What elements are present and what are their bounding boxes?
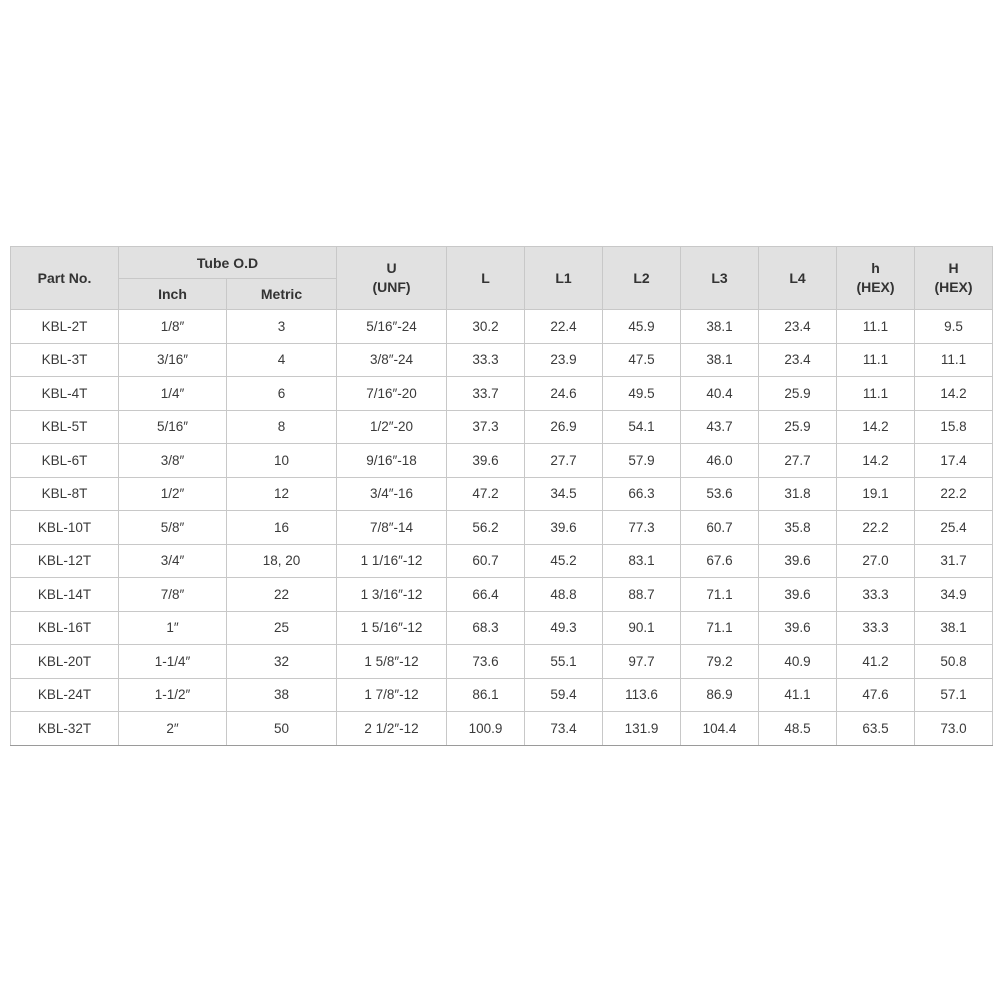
cell-inch: 1/8″: [119, 310, 227, 344]
table-row: [11, 377, 993, 411]
cell-metric: 32: [227, 645, 337, 679]
header-l2: L2: [603, 247, 681, 310]
cell-l: 30.2: [447, 310, 525, 344]
cell-h-hex-large: 31.7: [915, 544, 993, 578]
cell-part-no: KBL-6T: [11, 444, 119, 478]
cell-l4: 27.7: [759, 444, 837, 478]
cell-h-hex-small: 47.6: [837, 678, 915, 712]
cell-l3: 60.7: [681, 511, 759, 545]
cell-h-hex-large: 73.0: [915, 712, 993, 746]
cell-inch: 7/8″: [119, 578, 227, 612]
cell-part-no: KBL-24T: [11, 678, 119, 712]
cell-l1: 48.8: [525, 578, 603, 612]
cell-u-unf: 3/8″-24: [337, 343, 447, 377]
table-body: [11, 310, 993, 746]
cell-l3: 104.4: [681, 712, 759, 746]
cell-l: 39.6: [447, 444, 525, 478]
cell-part-no: KBL-8T: [11, 477, 119, 511]
cell-h-hex-small: 63.5: [837, 712, 915, 746]
cell-inch: 5/16″: [119, 410, 227, 444]
cell-l1: 39.6: [525, 511, 603, 545]
cell-l2: 90.1: [603, 611, 681, 645]
cell-l3: 43.7: [681, 410, 759, 444]
cell-u-unf: 2 1/2″-12: [337, 712, 447, 746]
cell-l4: 23.4: [759, 343, 837, 377]
cell-h-hex-large: 17.4: [915, 444, 993, 478]
header-inch: Inch: [119, 279, 227, 310]
cell-u-unf: 1 5/8″-12: [337, 645, 447, 679]
cell-h-hex-large: 22.2: [915, 477, 993, 511]
cell-l3: 79.2: [681, 645, 759, 679]
cell-h-hex-large: 14.2: [915, 377, 993, 411]
cell-u-unf: 1 7/8″-12: [337, 678, 447, 712]
cell-inch: 1/2″: [119, 477, 227, 511]
table-header: [11, 247, 993, 310]
cell-part-no: KBL-2T: [11, 310, 119, 344]
cell-u-unf: 1/2″-20: [337, 410, 447, 444]
cell-l4: 31.8: [759, 477, 837, 511]
cell-inch: 1-1/4″: [119, 645, 227, 679]
cell-h-hex-large: 11.1: [915, 343, 993, 377]
cell-u-unf: 7/16″-20: [337, 377, 447, 411]
cell-l1: 27.7: [525, 444, 603, 478]
cell-l2: 77.3: [603, 511, 681, 545]
cell-l2: 45.9: [603, 310, 681, 344]
cell-u-unf: 9/16″-18: [337, 444, 447, 478]
table-row: [11, 343, 993, 377]
cell-l3: 71.1: [681, 578, 759, 612]
cell-h-hex-small: 11.1: [837, 343, 915, 377]
cell-l4: 39.6: [759, 544, 837, 578]
cell-inch: 1″: [119, 611, 227, 645]
cell-l2: 88.7: [603, 578, 681, 612]
cell-l4: 39.6: [759, 611, 837, 645]
cell-l: 68.3: [447, 611, 525, 645]
cell-h-hex-small: 27.0: [837, 544, 915, 578]
cell-l2: 66.3: [603, 477, 681, 511]
header-metric: Metric: [227, 279, 337, 310]
cell-h-hex-large: 9.5: [915, 310, 993, 344]
header-l: L: [447, 247, 525, 310]
cell-part-no: KBL-12T: [11, 544, 119, 578]
cell-l4: 25.9: [759, 377, 837, 411]
cell-inch: 1-1/2″: [119, 678, 227, 712]
cell-l4: 25.9: [759, 410, 837, 444]
cell-h-hex-large: 50.8: [915, 645, 993, 679]
cell-u-unf: 1 5/16″-12: [337, 611, 447, 645]
table-row: [11, 712, 993, 746]
cell-l2: 131.9: [603, 712, 681, 746]
table-row: [11, 645, 993, 679]
cell-part-no: KBL-14T: [11, 578, 119, 612]
cell-l1: 34.5: [525, 477, 603, 511]
cell-metric: 22: [227, 578, 337, 612]
dimensions-table: [10, 246, 993, 746]
cell-l3: 71.1: [681, 611, 759, 645]
table-row: [11, 544, 993, 578]
cell-l1: 59.4: [525, 678, 603, 712]
cell-l3: 67.6: [681, 544, 759, 578]
cell-h-hex-large: 57.1: [915, 678, 993, 712]
cell-l: 66.4: [447, 578, 525, 612]
cell-l3: 86.9: [681, 678, 759, 712]
cell-metric: 4: [227, 343, 337, 377]
cell-metric: 25: [227, 611, 337, 645]
cell-l1: 23.9: [525, 343, 603, 377]
table-row: [11, 578, 993, 612]
cell-h-hex-small: 14.2: [837, 444, 915, 478]
cell-l3: 38.1: [681, 310, 759, 344]
cell-l1: 73.4: [525, 712, 603, 746]
cell-inch: 3/8″: [119, 444, 227, 478]
table-row: [11, 611, 993, 645]
header-l3: L3: [681, 247, 759, 310]
cell-metric: 10: [227, 444, 337, 478]
header-h-hex-large: H (HEX): [915, 247, 993, 310]
cell-part-no: KBL-32T: [11, 712, 119, 746]
cell-metric: 3: [227, 310, 337, 344]
cell-l2: 49.5: [603, 377, 681, 411]
cell-l2: 113.6: [603, 678, 681, 712]
cell-inch: 3/4″: [119, 544, 227, 578]
cell-h-hex-large: 34.9: [915, 578, 993, 612]
cell-h-hex-small: 11.1: [837, 377, 915, 411]
cell-inch: 5/8″: [119, 511, 227, 545]
cell-h-hex-small: 19.1: [837, 477, 915, 511]
cell-metric: 38: [227, 678, 337, 712]
table-row: [11, 511, 993, 545]
table-row: [11, 444, 993, 478]
cell-h-hex-small: 41.2: [837, 645, 915, 679]
table-row: [11, 678, 993, 712]
header-u-unf: U (UNF): [337, 247, 447, 310]
cell-part-no: KBL-4T: [11, 377, 119, 411]
cell-h-hex-large: 38.1: [915, 611, 993, 645]
cell-inch: 3/16″: [119, 343, 227, 377]
cell-l1: 22.4: [525, 310, 603, 344]
cell-l4: 40.9: [759, 645, 837, 679]
header-h-hex-small: h (HEX): [837, 247, 915, 310]
header-l4: L4: [759, 247, 837, 310]
cell-l4: 39.6: [759, 578, 837, 612]
cell-l2: 47.5: [603, 343, 681, 377]
cell-l: 47.2: [447, 477, 525, 511]
cell-u-unf: 1 3/16″-12: [337, 578, 447, 612]
cell-h-hex-large: 25.4: [915, 511, 993, 545]
table-row: [11, 410, 993, 444]
cell-l2: 57.9: [603, 444, 681, 478]
cell-l1: 49.3: [525, 611, 603, 645]
cell-l2: 54.1: [603, 410, 681, 444]
table-row: [11, 310, 993, 344]
cell-l: 37.3: [447, 410, 525, 444]
cell-part-no: KBL-20T: [11, 645, 119, 679]
cell-l3: 46.0: [681, 444, 759, 478]
header-tube-od: Tube O.D: [119, 247, 337, 279]
cell-part-no: KBL-5T: [11, 410, 119, 444]
table-row: [11, 477, 993, 511]
cell-metric: 12: [227, 477, 337, 511]
cell-l: 33.3: [447, 343, 525, 377]
header-l1: L1: [525, 247, 603, 310]
cell-h-hex-small: 33.3: [837, 578, 915, 612]
cell-l: 73.6: [447, 645, 525, 679]
cell-u-unf: 7/8″-14: [337, 511, 447, 545]
cell-inch: 2″: [119, 712, 227, 746]
header-part-no: Part No.: [11, 247, 119, 310]
cell-h-hex-large: 15.8: [915, 410, 993, 444]
cell-part-no: KBL-10T: [11, 511, 119, 545]
cell-l3: 53.6: [681, 477, 759, 511]
cell-l: 86.1: [447, 678, 525, 712]
cell-metric: 50: [227, 712, 337, 746]
cell-metric: 16: [227, 511, 337, 545]
cell-l: 100.9: [447, 712, 525, 746]
cell-h-hex-small: 14.2: [837, 410, 915, 444]
cell-l: 60.7: [447, 544, 525, 578]
cell-u-unf: 5/16″-24: [337, 310, 447, 344]
cell-u-unf: 1 1/16″-12: [337, 544, 447, 578]
cell-l4: 35.8: [759, 511, 837, 545]
cell-inch: 1/4″: [119, 377, 227, 411]
cell-h-hex-small: 22.2: [837, 511, 915, 545]
cell-part-no: KBL-16T: [11, 611, 119, 645]
cell-l1: 45.2: [525, 544, 603, 578]
cell-l4: 23.4: [759, 310, 837, 344]
cell-u-unf: 3/4″-16: [337, 477, 447, 511]
cell-l4: 48.5: [759, 712, 837, 746]
cell-l4: 41.1: [759, 678, 837, 712]
cell-metric: 6: [227, 377, 337, 411]
cell-l3: 38.1: [681, 343, 759, 377]
cell-h-hex-small: 11.1: [837, 310, 915, 344]
cell-h-hex-small: 33.3: [837, 611, 915, 645]
cell-l1: 24.6: [525, 377, 603, 411]
cell-l1: 26.9: [525, 410, 603, 444]
cell-metric: 8: [227, 410, 337, 444]
cell-l: 33.7: [447, 377, 525, 411]
cell-l2: 83.1: [603, 544, 681, 578]
cell-metric: 18, 20: [227, 544, 337, 578]
cell-part-no: KBL-3T: [11, 343, 119, 377]
cell-l2: 97.7: [603, 645, 681, 679]
cell-l1: 55.1: [525, 645, 603, 679]
cell-l3: 40.4: [681, 377, 759, 411]
cell-l: 56.2: [447, 511, 525, 545]
